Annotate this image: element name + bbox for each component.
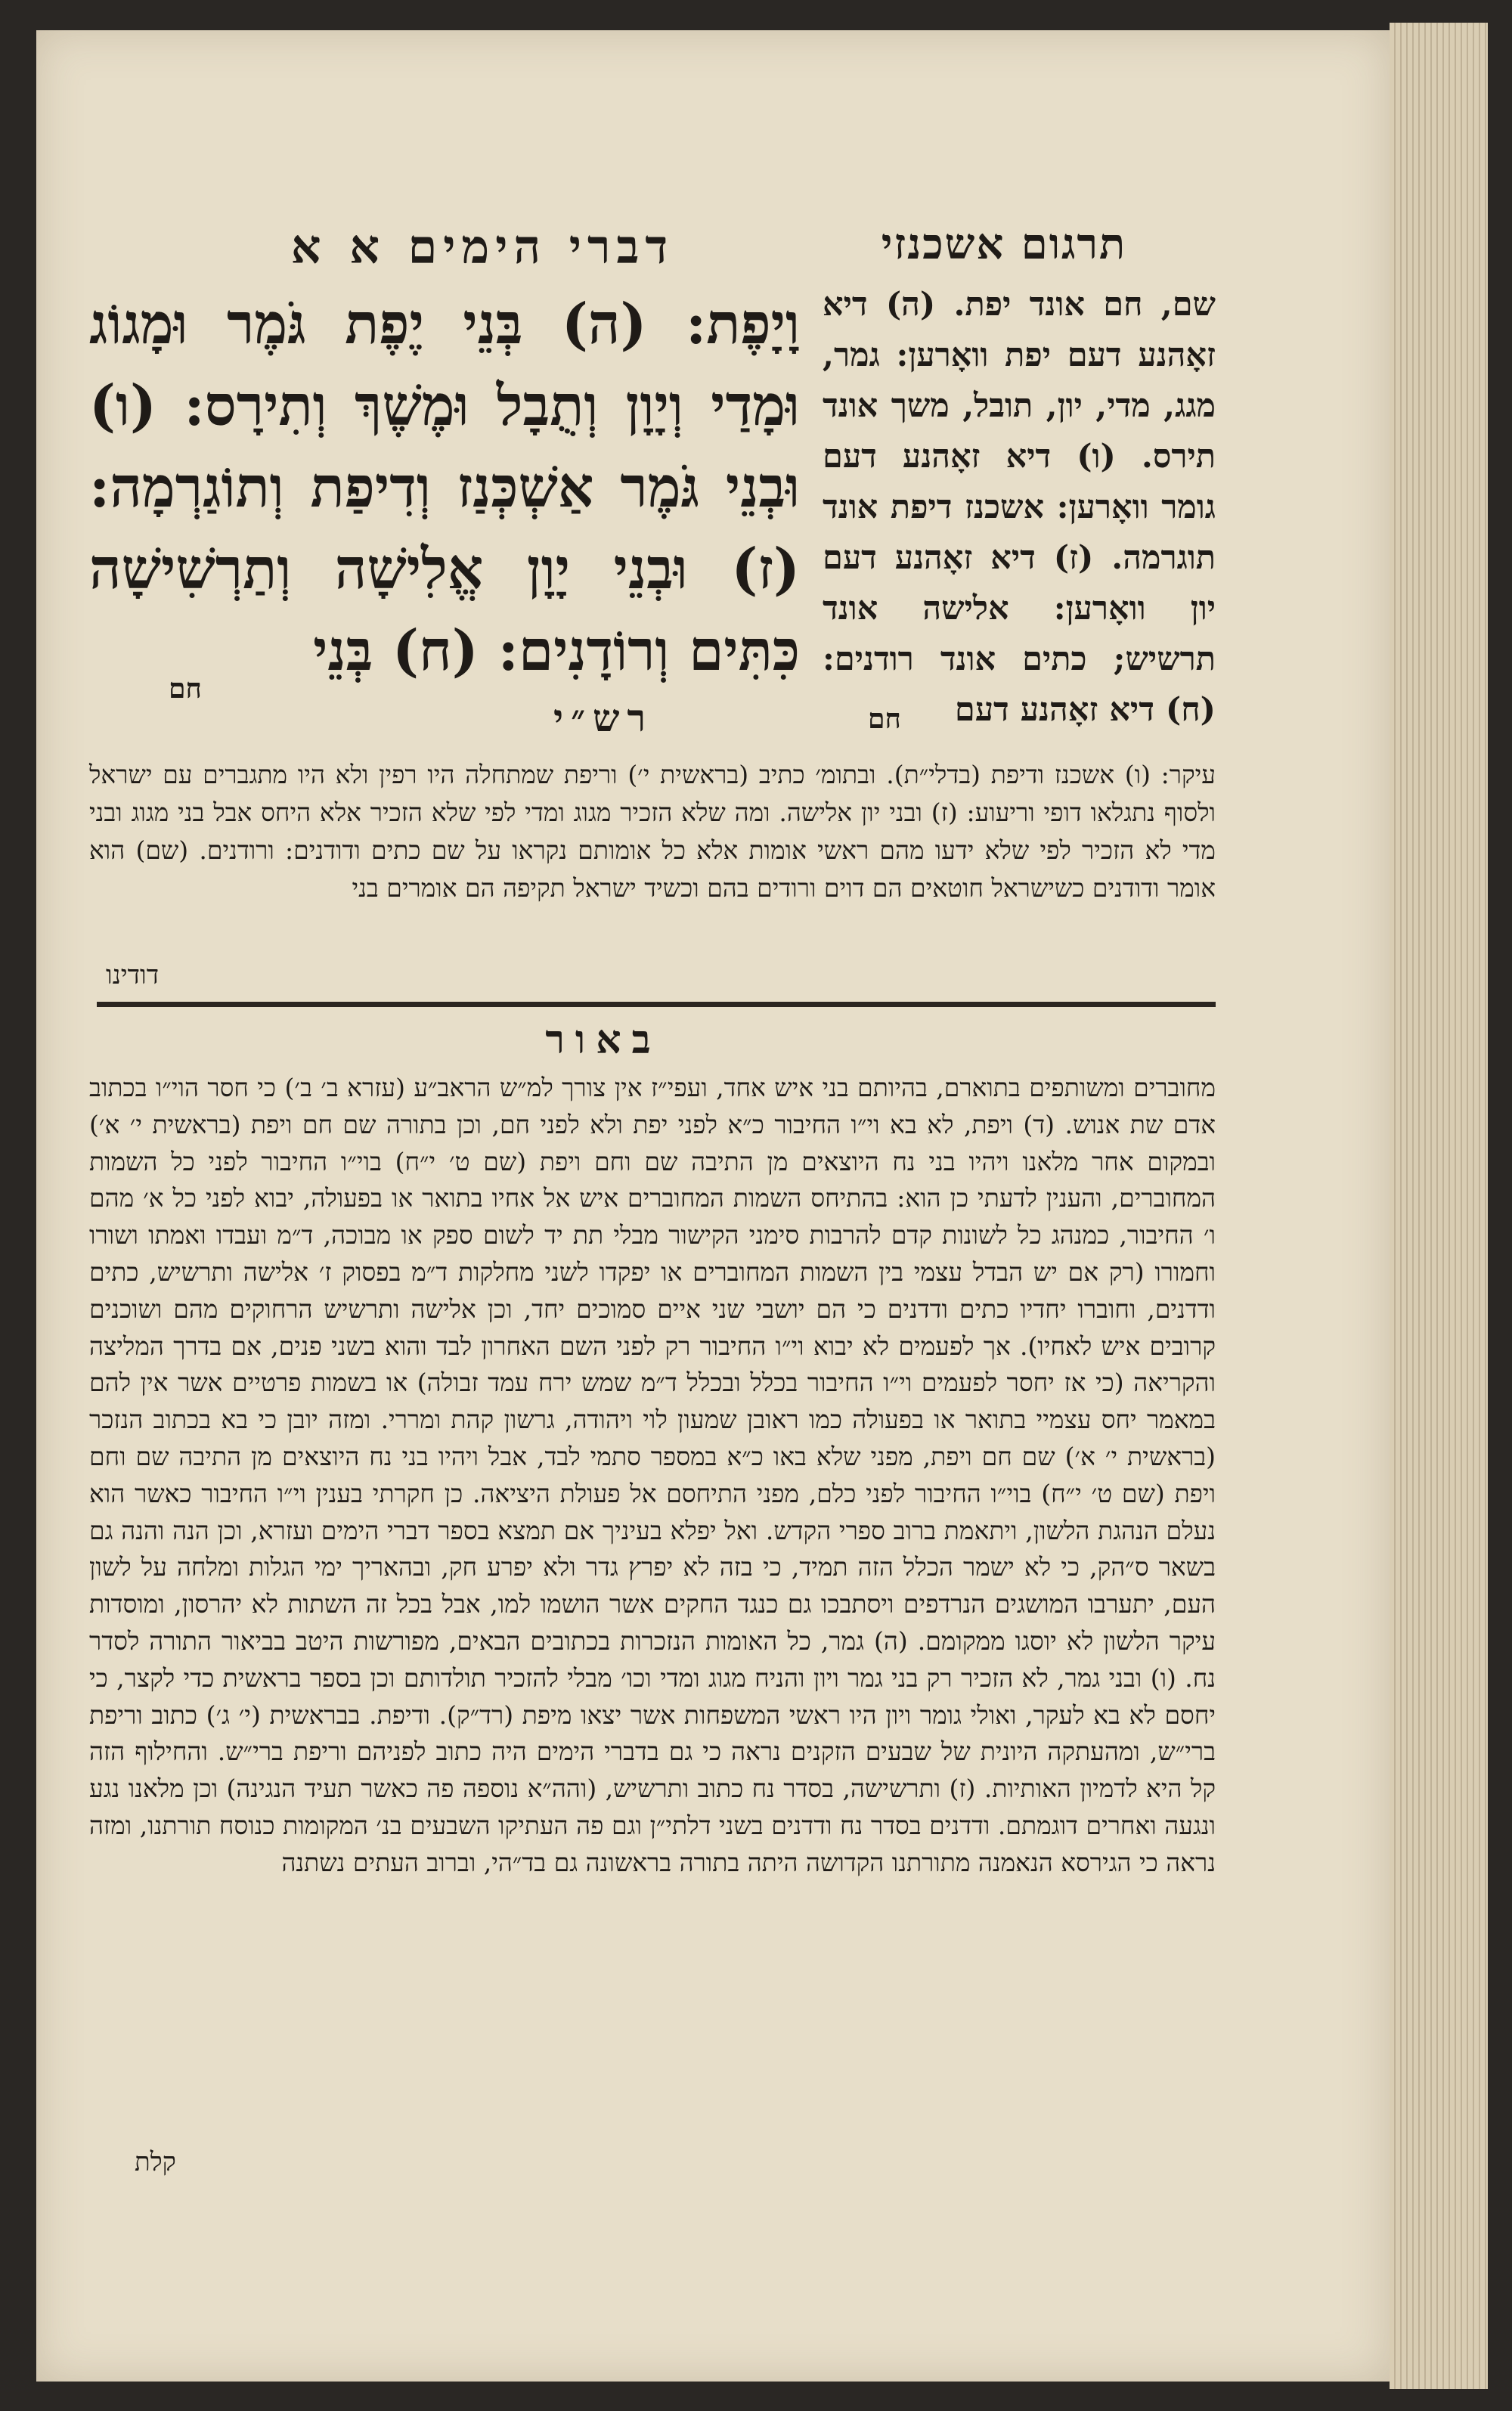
scripture-text: וָיָפֶת: (ה) בְּנֵי יֶפֶת גֹּמֶר וּמָגוֹג וּמָדַי וְיָוָן וְתֻבָל וּמֶשֶׁךְ וְתִירָס: (ו) וּבְנֵי גֹּמֶר אַשְׁכְּנַז וְדִיפַת וְתוֹגַרְמָה: (ז) וּבְנֵי יָוָן אֱלִישָׁה וְתַרְשִׁישָׁה כִּתִּים וְרוֹדָנִים: (ח) בְּנֵי	[89, 292, 800, 683]
rashi-catchword: דודינו	[106, 960, 160, 990]
biur-catchword: קלת	[135, 2147, 176, 2177]
section-divider	[97, 1002, 1216, 1007]
scripture-catchword: חם	[169, 673, 202, 705]
targum-text: שם, חם אונד יפת. (ה) דיא זאָהנע דעם יפת וואָרען: גמר, מגג, מדי, יון, תובל, משך אונד תירס. (ו) דיא זאָהנע דעם גומר וואָרען: אשכנז דיפת אונד תוגרמה. (ז) דיא זאָהנע דעם יון וואָרען: אלישה אונד תרשיש; כתים אונד רודנים: (ח) דיא זאָהנע דעם	[823, 286, 1216, 729]
targum-heading: תרגום אשכנזי	[881, 219, 1127, 269]
rashi-commentary: עיקר: (ו) אשכנז ודיפת (בדלי״ת). ובתומ׳ כתיב (בראשית י׳) וריפת שמתחלה היו רפין ולא היו מתגברים עם ישראל ולסוף נתגלאו דופי וריעוע: (ז) ובני יון אלישה. ומה שלא הזכיר מגוג ומדי לפי שלא הזכיר אלא היחס אבל בני מגוג ובני מדי לא הזכיר לפי שלא ידעו מהם ראשי אומות אלא כל אומותם נקראו על שם כתים ודודנים: ורודנים. (שם) הוא אומר ודודנים כשישראל חוטאים הם דוים ורודים בהם וכשיד ישראל תקיפה הם אומרים בני	[89, 760, 1216, 903]
book-page-edges	[1390, 23, 1488, 2389]
book-heading: דברי הימים א א	[290, 219, 674, 274]
targum-catchword: חם	[868, 703, 901, 735]
rashi-heading: רש״י	[553, 696, 654, 740]
biur-heading: באור	[545, 1017, 662, 1063]
paper-page	[36, 30, 1390, 2382]
biur-commentary: מחוברים ומשותפים בתוארם, בהיותם בני איש אחד, ועפי״ז אין צורך למ״ש הראב״ע (עזרא ב׳ ב׳) כי חסר הוי״ו בכתוב אדם שת אנוש. (ד) ויפת, לא בא וי״ו החיבור כ״א לפני יפת ולא לפני חם, וכן בתורה שם חם ויפת (בראשית י׳ א׳) ובמקום אחר מלאנו ויהיו בני נח היוצאים מן התיבה שם וחם ויפת (שם ט׳ י״ח) בוי״ו החיבור לפני כל השמות המחוברים, והענין לדעתי כן הוא: בהתיחס השמות המחוברים איש אל אחיו בתואר או בפעולה, יבוא לפני כל א׳ מהם ו׳ החיבור, כמנהג כל לשונות קדם להרבות סימני הקישור מבלי תת יד לשום ספק או מבוכה, ד״מ ועבדו ואמתו ושורו וחמורו (רק אם יש הבדל עצמי בין השמות המחוברים או יפקדו לשני מחלקות ד״מ בפסוק ז׳ אלישה ותרשיש, כתים ודדנים, וחוברו יחדיו כתים ודדנים כי הם יושבי שני איים סמוכים יחד, וכן אלישה ותרשיש הרחוקים מהם ושוכנים קרובים איש לאחיו). אך לפעמים לא יבוא וי״ו החיבור רק לפני השם האחרון לבד והוא בשני פנים, אם בדרך המליצה והקריאה (כי אז יחסר לפעמים וי״ו החיבור בכלל ובכלל ד״מ שמש ירח עמד זבולה) או בשמות פרטיים אשר אין להם במאמר יחס עצמיי בתואר או בפעולה כמו ראובן שמעון לוי ויהודה, גרשון קהת ומררי. ומזה יובן כי בא בכתוב הנזכר (בראשית י׳ א׳) שם חם ויפת, מפני שלא באו כ״א במספר סתמי לבד, אבל ויהיו בני נח היוצאים מן התיבה שם וחם ויפת (שם ט׳ י״ח) בוי״ו החיבור לפני כלם, מפני התיחסם אל פעולת היציאה. כן חקרתי בענין וי״ו החיבור כאשר הוא נעלם הנהגת הלשון, ויתאמת ברוב ספרי הקדש. ואל יפלא בעיניך אם תמצא בספר דברי הימים ועזרא, וכן הנה והנה גם בשאר ס״הק, כי לא ישמר הכלל הזה תמיד, כי בזה לא יפרץ גדר ולא יפרע חק, ובהאריך ימי הגלות ומלחה על לשון העם, יתערבו המושגים הנרדפים ויסתבכו גם כנגד החקים אשר הושמו למו, אבל בכל זה השתות לא יהרסון, ומוסדות עיקר הלשון לא יוסגו ממקומם. (ה) גמר, כל האומות הנזכרות בכתובים הבאים, מפורשות היטב בביאור התורה לסדר נח. (ו) ובני גמר, לא הזכיר רק בני גמר ויון והניח מגוג ומדי וכו׳ מבלי להזכיר תולדותם וכן בספר בראשית כדי לקצר, כי יחסם לא בא לעקר, ואולי גומר ויון היו ראשי המשפחות אשר יצאו מיפת (רד״ק). ודיפת. בבראשית (י׳ ג׳) כתוב וריפת ברי״ש, ומהעתקה היונית של שבעים הזקנים נראה כי גם בדברי הימים היה כתוב לפניהם וריפת ברי״ש. והחילוף הזה קל היא לדמיון האותיות. (ז) ותרשישה, בסדר נח כתוב ותרשיש, (והה״א נוספה פה כאשר תעיד הנגינה) וכן מלאנו נגע ונגעה ואחרים דוגמתם. ודדנים בסדר נח ודדנים בשני דלתי״ן וגם פה העתיקו השבעים בנ׳ המקומות כנוסח תורתנו, ומזה נראה כי הגירסא הנאמנה מתורתנו הקדושה היתה בתורה בראשונה גם בד״הי, וברוב העתים נשתנה	[89, 1073, 1216, 1877]
